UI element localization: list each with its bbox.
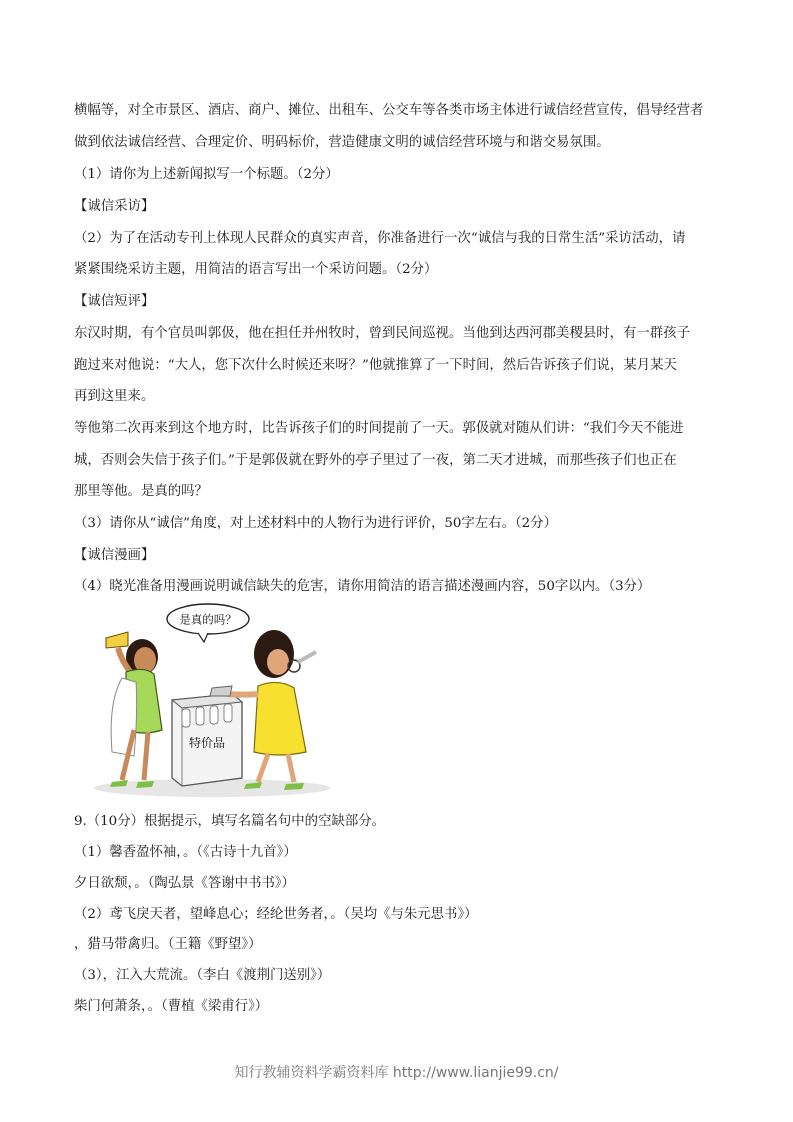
question-9-item: （1）馨香盈怀袖，。（《古诗十九首》） [74,845,297,860]
footer-watermark: 知行教辅资料学霸资料库 http://www.lianjie99.cn/ [234,1065,559,1081]
story-line: 跑过来对他说：“大人，您下次什么时候还来呀？”他就推算了一下时间，然后告诉孩子们说，某月某天 [74,358,677,373]
cartoon-illustration [82,602,334,798]
question-2-cont: 紧紧围绕采访主题，用简洁的语言写出一个采访问题。（2分） [74,262,438,277]
question-9: 9.（10分）根据提示，填写名篇名句中的空缺部分。 [74,814,386,829]
story-line: 再到这里来。 [74,389,155,404]
question-9-item: ，猎马带禽归。（王籍《野望》） [74,937,262,952]
passage-line: 做到依法诚信经营、合理定价、明码标价，营造健康文明的诚信经营环境与和谐交易氛围。 [74,135,610,150]
question-4: （4）晓光准备用漫画说明诚信缺失的危害，请你用简洁的语言描述漫画内容，50字以内。（3分） [74,579,651,594]
question-9-item: 柴门何萧条，。（曹植《梁甫行》） [74,999,269,1014]
story-line: 那里等他。是真的吗？ [74,484,208,499]
story-line: 东汉时期，有个官员叫郭伋，他在担任并州牧时，曾到民间巡视。当他到达西河郡美稷县时，有一群孩子 [74,326,690,341]
question-9-item: 夕日欲颓，。（陶弘景《答谢中书书》） [74,876,295,891]
section-heading-review: 【诚信短评】 [74,294,155,309]
section-heading-cartoon: 【诚信漫画】 [74,548,155,563]
question-3: （3）请你从“诚信”角度，对上述材料中的人物行为进行评价，50字左右。（2分） [74,516,557,531]
section-heading-interview: 【诚信采访】 [74,199,155,214]
question-2: （2）为了在活动专刊上体现人民群众的真实声音，你准备进行一次“诚信与我的日常生活”采访活动，请 [74,231,686,246]
question-9-item: （2）鸢飞戾天者，望峰息心；经纶世务者，。（吴均《与朱元思书》） [74,907,478,922]
counter-label: 特价品 [188,736,226,750]
story-line: 城，否则会失信于孩子们。”于是郭伋就在野外的亭子里过了一夜，第二天才进城，而那些孩子们也正在 [74,453,677,468]
question-1: （1）请你为上述新闻拟写一个标题。（2分） [74,167,339,182]
question-9-item: （3），江入大荒流。（李白《渡荆门送别》） [74,968,331,983]
passage-line: 横幅等，对全市景区、酒店、商户、摊位、出租车、公交车等各类市场主体进行诚信经营宣传，倡导经营者 [74,103,704,118]
speech-bubble-text: 是真的吗？ [179,612,237,627]
story-line: 等他第二次再来到这个地方时，比告诉孩子们的时间提前了一天。郭伋就对随从们讲：“我们今天不能进 [74,421,684,436]
